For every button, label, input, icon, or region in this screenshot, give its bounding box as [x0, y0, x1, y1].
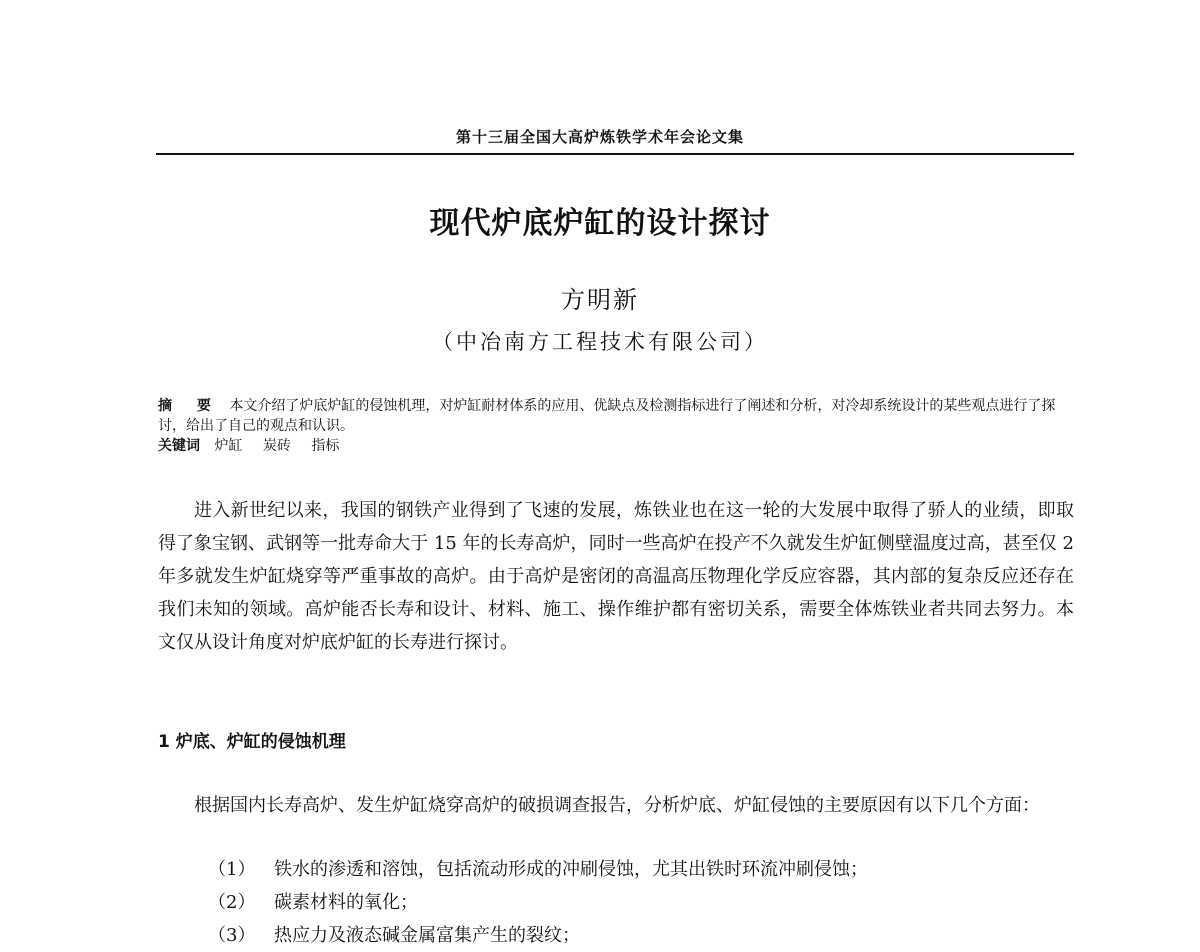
list-item-number: （2）: [208, 892, 256, 913]
running-header: 第十三届全国大高炉炼铁学术年会论文集: [455, 128, 744, 146]
keyword: 指标: [311, 438, 340, 454]
list-item-number: （1）: [208, 859, 256, 880]
list-item-number: （3）: [208, 925, 256, 946]
list-item: [208, 853, 1074, 886]
intro-paragraph: 进入新世纪以来，我国的钢铁产业得到了飞速的发展，炼铁业也在这一轮的大发展中取得了骄人的业绩，即取得了象宝钢、武钢等一批寿命大于 15 年的长寿高炉，同时一些高炉在投产不久就发生炉缸侧壁温度过高，甚至仅 2 年多就发生炉缸烧穿等严重事故的高炉。由于高炉是密闭的高温高压物理化学反应容器，其内部的复杂反应还存在我们未知的领域。高炉能否长寿和设计、材料、施工、操作维护都有密切关系，需要全体炼铁业者共同去努力。本文仅从设计角度对炉底炉缸的长寿进行探讨。: [158, 500, 1074, 653]
header-rule: [156, 153, 1074, 155]
list-item: [208, 919, 1074, 952]
abstract-block: [158, 396, 1074, 456]
keywords: [158, 436, 1074, 456]
list-item-text: 铁水的渗透和溶蚀，包括流动形成的冲刷侵蚀，尤其出铁时环流冲刷侵蚀；: [274, 859, 868, 880]
abstract: [158, 396, 1074, 436]
erosion-cause-list: [208, 853, 1074, 952]
author-name: 方明新: [561, 286, 639, 314]
abstract-label: 摘 要: [158, 398, 221, 414]
keyword: 炉缸: [214, 438, 243, 454]
list-item-text: 碳素材料的氧化；: [274, 892, 418, 913]
list-item: [208, 886, 1074, 919]
section-heading: 1 炉底、炉缸的侵蚀机理: [158, 732, 346, 752]
list-item-text: 热应力及液态碱金属富集产生的裂纹；: [274, 925, 580, 946]
author-affiliation: （中冶南方工程技术有限公司）: [432, 330, 768, 354]
abstract-text: 本文介绍了炉底炉缸的侵蚀机理，对炉缸耐材体系的应用、优缺点及检测指标进行了阐述和分析，对冷却系统设计的某些观点进行了探讨，给出了自己的观点和认识。: [158, 398, 1056, 434]
keywords-label: 关键词: [158, 438, 200, 454]
section-paragraph: 根据国内长寿高炉、发生炉缸烧穿高炉的破损调查报告，分析炉底、炉缸侵蚀的主要原因有以下几个方面：: [194, 795, 1040, 816]
article-title: 现代炉底炉缸的设计探讨: [429, 206, 771, 241]
keyword: 炭砖: [262, 438, 291, 454]
